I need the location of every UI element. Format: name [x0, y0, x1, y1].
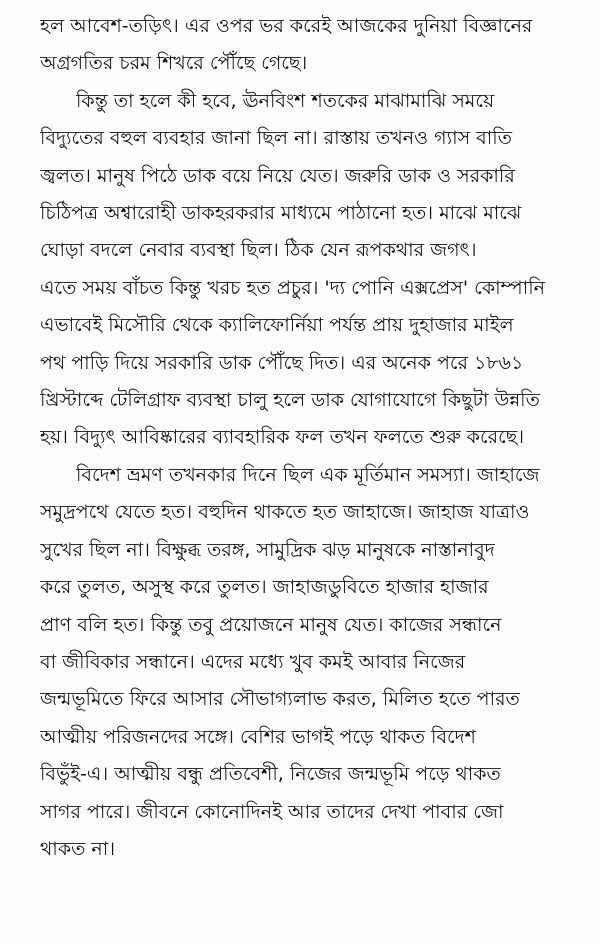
- text-line: বা জীবিকার সন্ধানে। এদের মধ্যে খুব কমই আবার নিজের: [40, 650, 466, 673]
- text-line: ঘোড়া বদলে নেবার ব্যবস্থা ছিল। ঠিক যেন রূপকথার জগৎ।: [40, 239, 477, 262]
- paragraph: [40, 457, 575, 868]
- text-line: থাকত না।: [40, 837, 116, 860]
- text-line: করে তুলত, অসুস্থ করে তুলত। জাহাজডুবিতে হাজার হাজার: [40, 576, 489, 599]
- paragraph: [40, 8, 575, 83]
- text-line: সমুদ্রপথে যেতে হত। বহুদিন থাকতে হত জাহাজে। জাহাজ যাত্রাও: [40, 501, 530, 524]
- text-line: হল আবেশ-তড়িৎ। এর ওপর ভর করেই আজকের দুনিয়া বিজ্ঞানের: [40, 15, 533, 37]
- text-line: পথ পাড়ি দিয়ে সরকারি ডাক পৌঁছে দিত। এর অনেক পরে ১৮৬১: [40, 351, 524, 374]
- text-line: আত্মীয় পরিজনদের সঙ্গে। বেশির ভাগই পড়ে থাকত বিদেশ: [40, 725, 476, 748]
- text-line: প্রাণ বলি হত। কিন্তু তবু প্রয়োজনে মানুষ যেত। কাজের সন্ধানে: [40, 613, 502, 636]
- text-line: জ্বলত। মানুষ পিঠে ডাক বয়ে নিয়ে যেত। জরুরি ডাক ও সরকারি: [40, 164, 515, 187]
- text-line: হয়। বিদ্যুৎ আবিষ্কারের ব্যাবহারিক ফল তখন ফলতে শুরু করেছে।: [40, 426, 525, 449]
- text-line: এতে সময় বাঁচত কিন্তু খরচ হত প্রচুর। 'দ্য পোনি এক্সপ্রেস' কোম্পানি: [40, 276, 545, 299]
- text-line: চিঠিপত্র অশ্বারোহী ডাকহরকরার মাধ্যমে পাঠানো হত। মাঝে মাঝে: [40, 202, 522, 225]
- body-text: [40, 8, 575, 868]
- text-line: বিদেশ ভ্রমণ তখনকার দিনে ছিল এক মূর্তিমান সমস্যা। জাহাজে: [76, 463, 540, 486]
- text-line: সুখের ছিল না। বিক্ষুব্ধ তরঙ্গ, সামুদ্রিক ঝড় মানুষকে নাস্তানাবুদ: [40, 538, 495, 561]
- text-line: জন্মভূমিতে ফিরে আসার সৌভাগ্যলাভ করত, মিলিত হতে পারত: [40, 688, 520, 711]
- text-line: অগ্রগতির চরম শিখরে পৌঁছে গেছে।: [40, 52, 308, 75]
- text-line: কিন্তু তা হলে কী হবে, ঊনবিংশ শতকের মাঝামাঝি সময়ে: [76, 89, 495, 112]
- text-line: খ্রিস্টাব্দে টেলিগ্রাফ ব্যবস্থা চালু হলে ডাক যোগাযোগে কিছুটা উন্নতি: [40, 389, 540, 412]
- paragraph: [40, 83, 575, 457]
- text-line: এভাবেই মিসৌরি থেকে ক্যালিফোর্নিয়া পর্যন্ত প্রায় দুহাজার মাইল: [40, 314, 514, 337]
- text-line: সাগর পারে। জীবনে কোনোদিনই আর তাদের দেখা পাবার জো: [40, 800, 504, 823]
- text-line: বিদ্যুতের বহুল ব্যবহার জানা ছিল না। রাস্তায় তখনও গ্যাস বাতি: [40, 127, 512, 150]
- text-line: বিভুঁই-এ। আত্মীয় বন্ধু প্রতিবেশী, নিজের জন্মভূমি পড়ে থাকত: [40, 763, 501, 786]
